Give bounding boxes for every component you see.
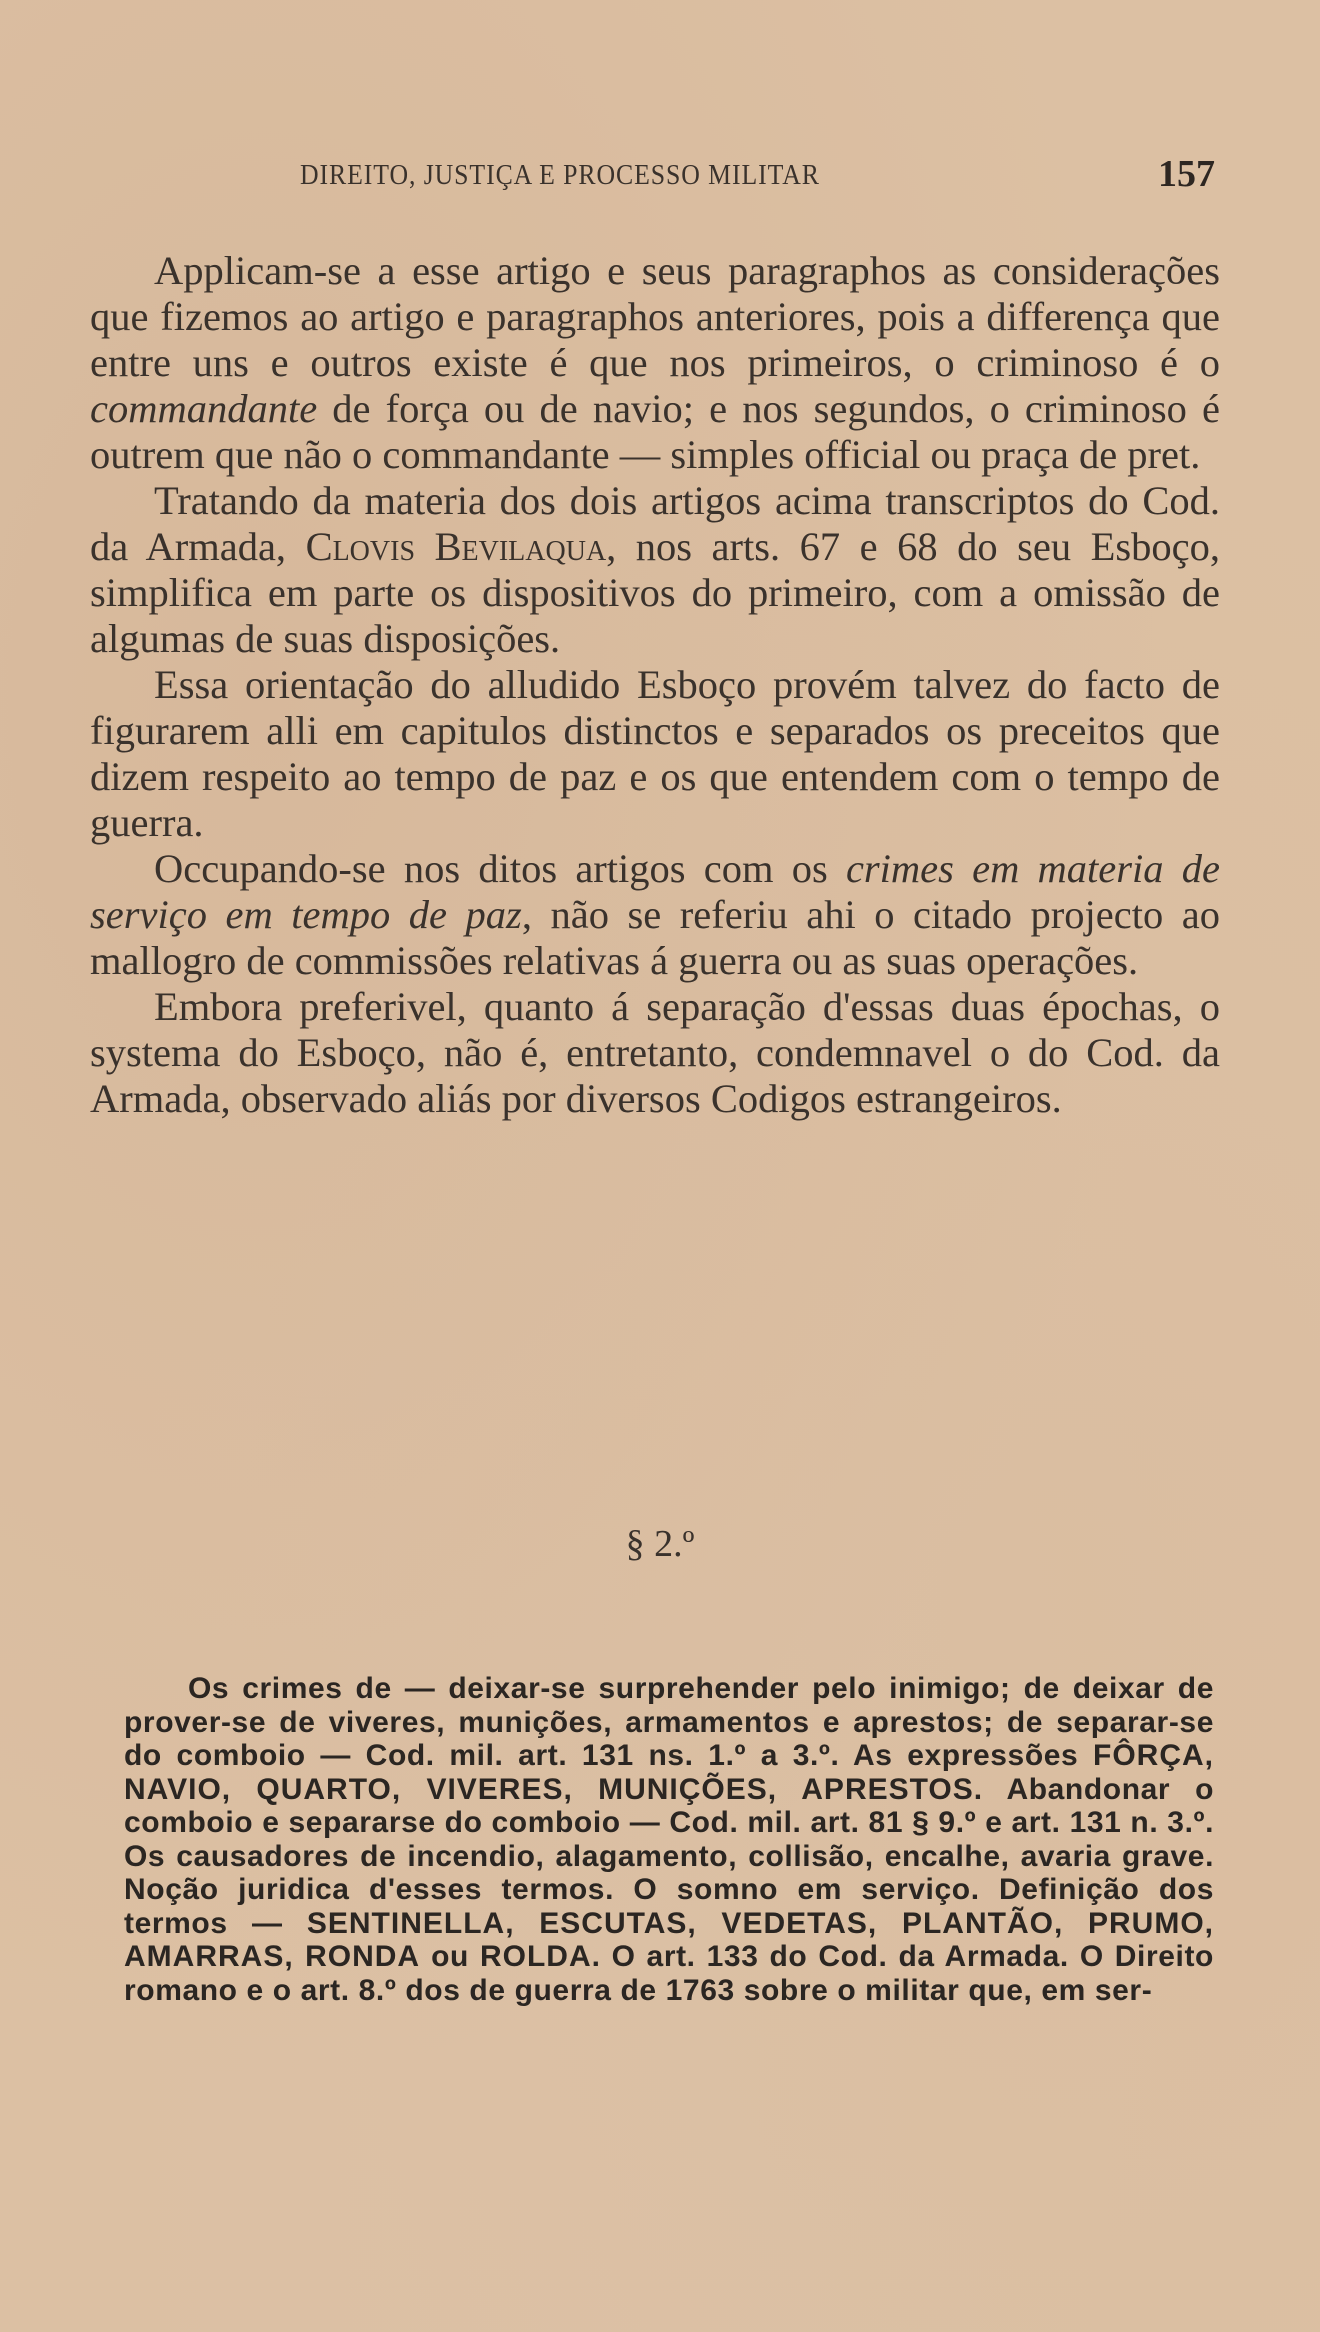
text-run: Occupando-se nos ditos artigos com os (154, 846, 846, 891)
running-title: DIREITO, JUSTIÇA E PROCESSO MILITAR (300, 160, 820, 191)
emphasized-terms: SENTINELLA, ESCUTAS, VEDETAS, PLANTÃO, PRUMO, AMARRAS, RONDA (124, 1906, 1214, 1973)
body-text (90, 248, 1220, 1122)
page-number: 157 (1158, 153, 1215, 195)
text-run: Applicam-se a esse artigo e seus paragraphos as considerações que fizemos ao artigo e paragraphos anteriores, pois a differença que entre uns e outros existe é que nos primeiros, o criminoso é o (90, 248, 1220, 385)
emphasized-terms: ROLDA (479, 1940, 592, 1973)
emphasized-terms: FÔRÇA, NAVIO, QUARTO, VIVERES, MUNIÇÕES, APRESTOS (124, 1739, 1214, 1806)
paragraph (90, 248, 1220, 478)
paragraph (90, 478, 1220, 662)
running-head (0, 152, 1320, 202)
text-run: Essa orientação do alludido Esboço provém talvez do facto de figurarem alli em capitulos distinctos e separados os preceitos que dizem respeito ao tempo de paz e os que entendem com o tempo de guerra. (90, 662, 1220, 845)
section-summary (124, 1672, 1214, 2007)
text-run: de força ou de navio; e nos segundos, o criminoso é outrem que não o commandante — simples official ou praça de pret. (90, 386, 1220, 477)
paragraph (90, 662, 1220, 846)
summary-paragraph (124, 1672, 1214, 2007)
section-heading: § 2.º (625, 1523, 695, 1565)
paragraph (90, 984, 1220, 1122)
italic-text: commandante (90, 386, 318, 431)
italic-text: crimes em materia de serviço em tempo de paz (90, 846, 1220, 937)
text-run: Os crimes de — deixar-se surprehender pelo inimigo; de deixar de prover-se de viveres, munições, armamentos e aprestos; de separar-se do comboio — Cod. mil. art. 131 ns. 1.º a 3.º. As expressões (124, 1672, 1214, 1772)
text-run: Embora preferivel, quanto á separação d'essas duas épochas, o systema do Esboço, não é, entretanto, condemnavel o do Cod. da Armada, observado aliás por diversos Codigos estrangeiros. (90, 984, 1220, 1121)
paragraph (90, 846, 1220, 984)
text-run: . O art. 133 do Cod. da Armada. O Direito romano e o art. 8.º dos de guerra de 1763 sobre o militar que, em ser- (124, 1940, 1214, 2007)
text-run: Tratando da materia dos dois artigos acima transcriptos do Cod. da Armada, (90, 478, 1220, 569)
text-run: , nos arts. 67 e 68 do seu Esboço, simplifica em parte os dispositivos do primeiro, com a omissão de algumas de suas disposições. (90, 524, 1220, 661)
text-run: ou (420, 1940, 480, 1973)
author-name: Clovis Bevilaqua (305, 524, 607, 569)
text-run: , não se referiu ahi o citado projecto ao mallogro de commissões relativas á guerra ou as suas operações. (90, 892, 1221, 983)
text-run: . Abandonar o comboio e separarse do comboio — Cod. mil. art. 81 § 9.º e art. 131 n. 3.º. Os causadores de incendio, alagamento, collisão, encalhe, avaria grave. Noção juridica d'esses termos. O somno em serviço. Definição dos termos — (124, 1772, 1214, 1940)
